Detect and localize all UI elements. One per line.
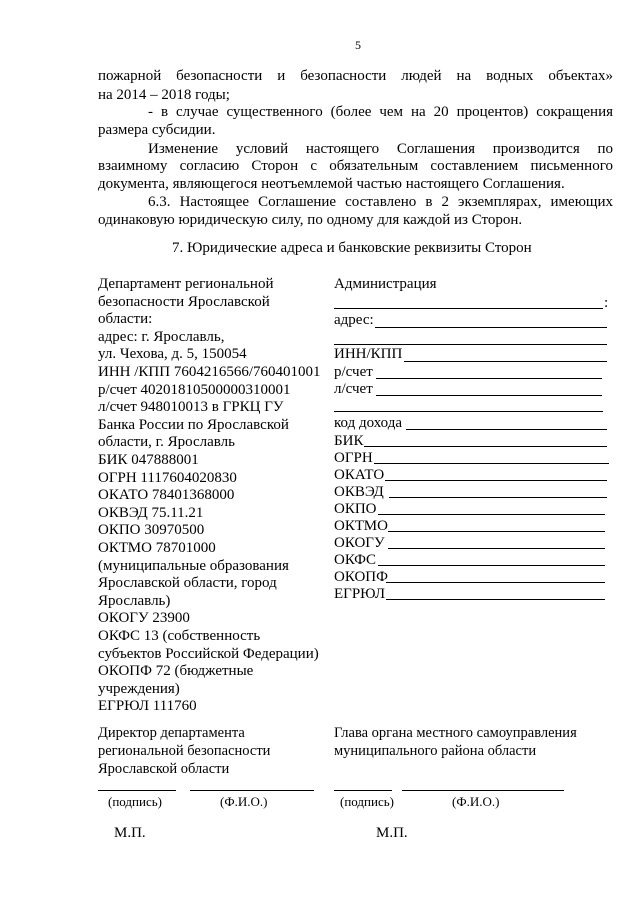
- left-party-line: ЕГРЮЛ 111760: [98, 698, 197, 715]
- ls-label: л/счет: [334, 381, 373, 397]
- left-fio-caption: (Ф.И.О.): [220, 794, 268, 809]
- okopf-line: [386, 582, 605, 583]
- ogrn-label: ОГРН: [334, 450, 373, 466]
- left-signatory-title-1: Директор департамента: [98, 725, 245, 741]
- left-party-line: области:: [98, 311, 153, 328]
- oktmo-line: [388, 531, 605, 532]
- left-party-line: безопасности Ярославской: [98, 293, 270, 310]
- section-title: 7. Юридические адреса и банковские реквизиты Сторон: [172, 240, 532, 256]
- okpo-line: [378, 514, 605, 515]
- right-signature-caption: (подпись): [340, 794, 394, 809]
- inn-label: ИНН/КПП: [334, 346, 403, 362]
- code-line: [406, 429, 607, 430]
- left-party-line: области, г. Ярославль: [98, 434, 235, 451]
- body-line-6: взаимному согласию Сторон с обязательным составлением письменного: [98, 158, 613, 174]
- okfs-label: ОКФС: [334, 552, 377, 568]
- ogrn-line: [374, 463, 609, 464]
- right-party-name-line: [334, 308, 603, 309]
- right-stamp-place: М.П.: [376, 825, 408, 841]
- right-fio-caption: (Ф.И.О.): [452, 794, 500, 809]
- right-signatory-title-2: муниципального района области: [334, 743, 537, 759]
- okfs-line: [378, 565, 605, 566]
- right-signatory-title-1: Глава органа местного самоуправления: [334, 725, 577, 741]
- body-line-7: документа, являющегося неотъемлемой частью настоящего Соглашения.: [98, 176, 565, 192]
- left-party-line: ОКТМО 78701000: [98, 540, 216, 556]
- inn-line: [404, 361, 607, 362]
- egrul-label: ЕГРЮЛ: [334, 586, 386, 602]
- code-label: код дохода: [334, 415, 403, 431]
- okato-line: [385, 480, 607, 481]
- left-party-line: ОКОГУ 23900: [98, 610, 190, 627]
- left-party-line: ОГРН 1117604020830: [98, 469, 237, 486]
- okpo-label: ОКПО: [334, 501, 377, 517]
- okopf-label: ОКОПФ: [334, 569, 388, 585]
- body-line-3: - в случае существенного (более чем на 20 процентов) сокращения: [148, 104, 613, 120]
- left-fio-line: [190, 790, 314, 791]
- left-party-line: ОКАТО 78401368000: [98, 487, 235, 504]
- okogu-label: ОКОГУ: [334, 535, 385, 551]
- left-party-line: ИНН /КПП 7604216566/760401001: [98, 364, 321, 380]
- left-party-line: Ярославской области, город: [98, 575, 277, 592]
- rs-label: р/счет: [334, 364, 373, 380]
- left-party-line: (муниципальные образования: [98, 557, 289, 574]
- rs-line: [376, 378, 602, 379]
- right-fio-line: [402, 790, 564, 791]
- left-signatory-title-2: региональной безопасности: [98, 743, 271, 759]
- okato-label: ОКАТО: [334, 467, 385, 483]
- bik-line: [364, 446, 607, 447]
- okogu-line: [388, 548, 605, 549]
- body-line-5: Изменение условий настоящего Соглашения производится по: [148, 141, 613, 157]
- okved-line: [389, 497, 607, 498]
- left-party-line: субъектов Российской Федерации): [98, 645, 319, 662]
- body-line-4: размера субсидии.: [98, 122, 216, 138]
- left-signatory-title-3: Ярославской области: [98, 761, 230, 777]
- ls-line-2: [334, 411, 603, 412]
- address-label: адрес:: [334, 312, 374, 328]
- ls-line: [376, 395, 602, 396]
- right-signature-line: [334, 790, 392, 791]
- left-party-line: ОКПО 30970500: [98, 522, 205, 539]
- left-stamp-place: М.П.: [114, 825, 146, 841]
- egrul-line: [386, 599, 605, 600]
- okved-label: ОКВЭД: [334, 484, 384, 500]
- left-party-line: БИК 047888001: [98, 452, 199, 468]
- body-line-9: одинаковую юридическую силу, по одному для каждой из Сторон.: [98, 212, 523, 228]
- page-number: 5: [355, 38, 361, 52]
- left-party-line: Департамент региональной: [98, 276, 274, 292]
- oktmo-label: ОКТМО: [334, 518, 388, 534]
- left-party-line: Банка России по Ярославской: [98, 416, 289, 433]
- bik-label: БИК: [334, 433, 364, 449]
- body-line-2: на 2014 – 2018 годы;: [98, 87, 230, 103]
- right-party-colon: :: [604, 295, 609, 311]
- body-line-1: пожарной безопасности и безопасности людей на водных объектах»: [98, 68, 613, 84]
- left-party-line: Ярославль): [98, 592, 171, 609]
- left-signature-caption: (подпись): [108, 794, 162, 809]
- left-party-line: учреждения): [98, 680, 180, 697]
- left-party-line: ул. Чехова, д. 5, 150054: [98, 346, 247, 363]
- left-party-line: ОКВЭД 75.11.21: [98, 504, 204, 521]
- right-party-title: Администрация: [334, 276, 437, 292]
- left-party-line: л/счет 948010013 в ГРКЦ ГУ: [98, 399, 284, 416]
- left-party-line: р/счет 40201810500000310001: [98, 381, 291, 398]
- left-party-line: ОКОПФ 72 (бюджетные: [98, 663, 254, 680]
- left-party-line: адрес: г. Ярославль,: [98, 328, 225, 345]
- body-line-8: 6.3. Настоящее Соглашение составлено в 2 экземплярах, имеющих: [148, 194, 613, 210]
- left-signature-line: [98, 790, 176, 791]
- address-line: [375, 327, 607, 328]
- left-party-line: ОКФС 13 (собственность: [98, 628, 261, 644]
